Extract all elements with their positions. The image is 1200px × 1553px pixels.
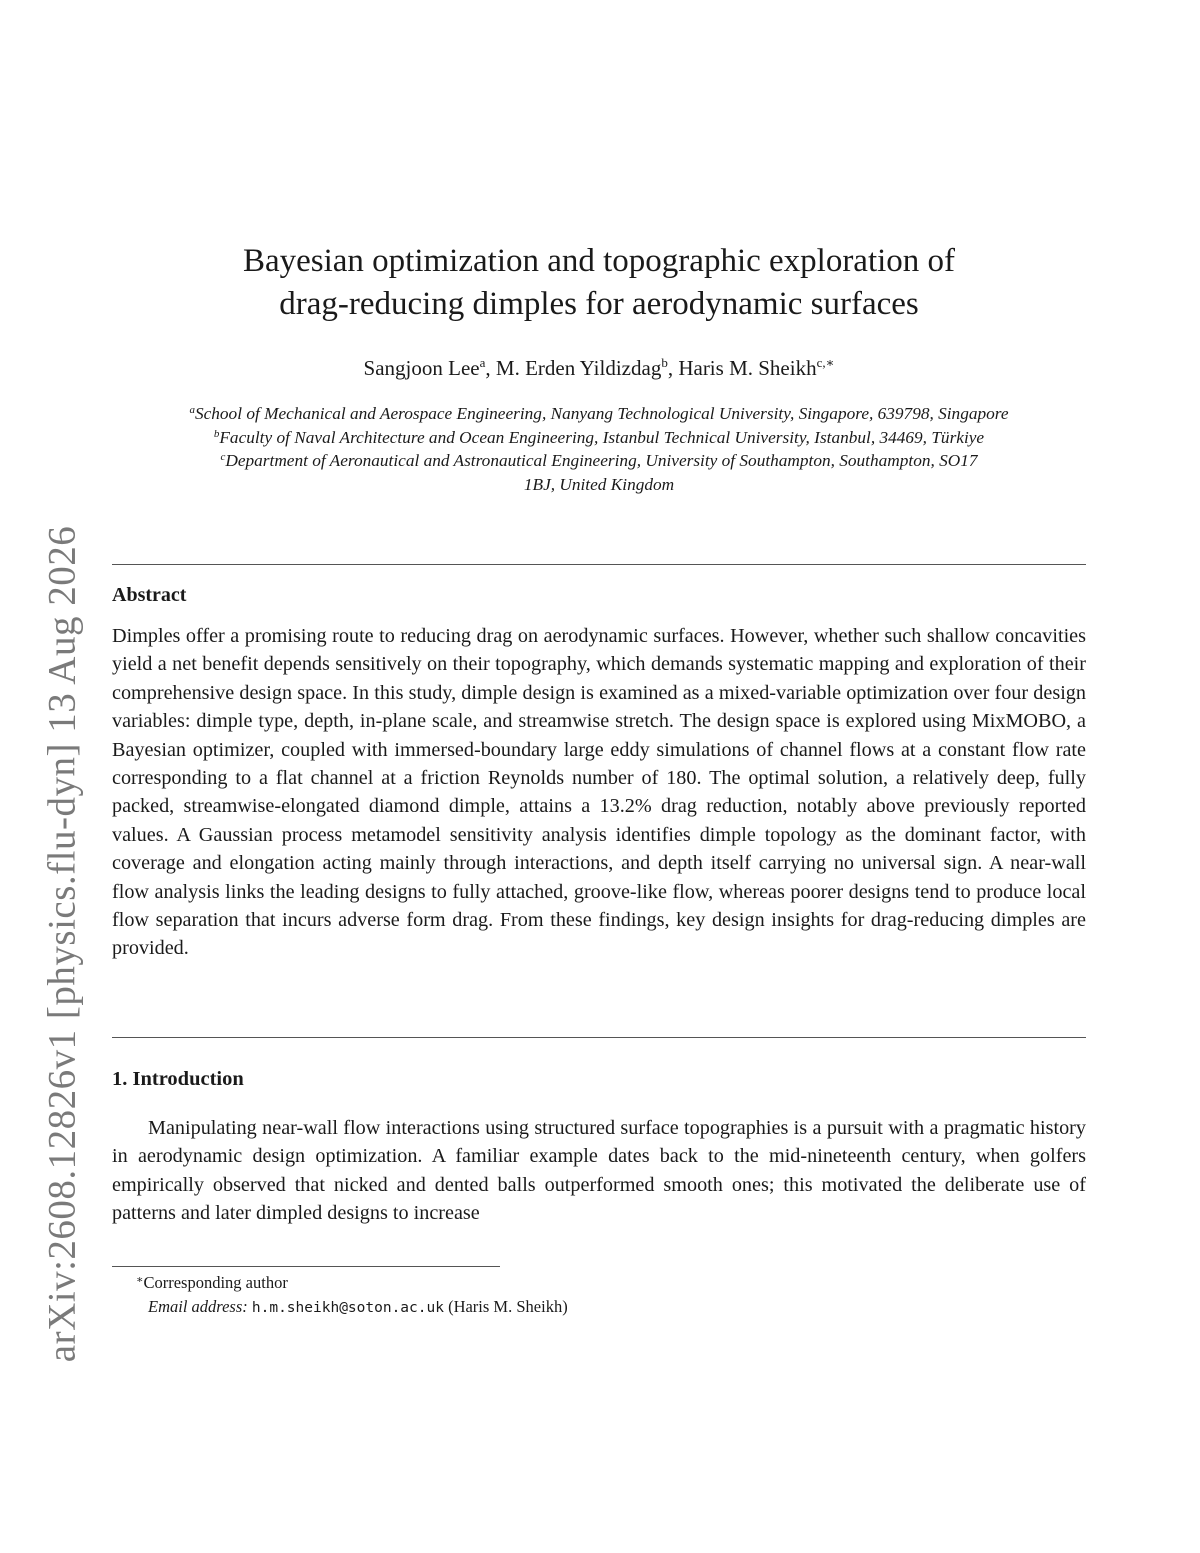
author-name: M. Erden Yildizdag bbox=[495, 356, 662, 380]
affiliation-text: Faculty of Naval Architecture and Ocean Engineering, Istanbul Technical University, Istanbul, 34469, Türkiye bbox=[219, 427, 985, 447]
introduction-paragraph: Manipulating near-wall flow interactions using structured surface topographies is a pursuit with a pragmatic history in aerodynamic design optimization. A familiar example dates back to the mid-nineteenth century, when golfers empirically observed that nicked and dented balls outperformed smooth ones; this motivated the deliberate use of patterns and later dimpled designs to increase bbox=[112, 1117, 1086, 1225]
title-line-1: Bayesian optimization and topographic exploration of bbox=[242, 243, 956, 279]
footnote-marker: ∗ bbox=[136, 1274, 144, 1286]
title-line-2: drag-reducing dimples for aerodynamic surfaces bbox=[279, 286, 919, 322]
author-affil-mark: c,∗ bbox=[816, 355, 835, 370]
affiliation-list bbox=[112, 402, 1086, 496]
affiliation-b bbox=[112, 426, 1086, 450]
author-affil-mark: a bbox=[479, 355, 486, 370]
footnote-corresponding bbox=[136, 1271, 568, 1295]
section-heading-introduction: 1. Introduction bbox=[112, 1068, 244, 1090]
affiliation-text: 1BJ, United Kingdom bbox=[523, 474, 675, 494]
author-affil-mark: b bbox=[661, 355, 668, 370]
abstract-bottom-rule bbox=[112, 1037, 1086, 1038]
affiliation-text: Department of Aeronautical and Astronautical Engineering, University of Southampton, Southampton, SO17 bbox=[225, 451, 978, 470]
footnote-email-line bbox=[136, 1295, 568, 1320]
affiliation-mark: a bbox=[189, 404, 195, 416]
author-separator: , bbox=[485, 356, 496, 380]
email-address[interactable]: h.m.sheikh@soton.ac.uk bbox=[251, 1300, 444, 1316]
author-separator: , bbox=[667, 356, 679, 380]
footnote-corresponding-text: Corresponding author bbox=[143, 1273, 288, 1292]
author-name: Sangjoon Lee bbox=[363, 356, 480, 380]
affiliation-text: School of Mechanical and Aerospace Engineering, Nanyang Technological University, Singapore, 639798, Singapore bbox=[194, 404, 1009, 423]
affiliation-mark: c bbox=[220, 451, 226, 463]
footnote-rule bbox=[112, 1266, 500, 1267]
paper-title bbox=[112, 240, 1086, 326]
affiliation-a bbox=[112, 402, 1086, 426]
author-name: Haris M. Sheikh bbox=[678, 356, 817, 380]
abstract-top-rule bbox=[112, 564, 1086, 565]
affiliation-c-continued bbox=[112, 473, 1086, 497]
footnotes bbox=[136, 1271, 568, 1320]
abstract-heading: Abstract bbox=[112, 584, 187, 606]
abstract-body: Dimples offer a promising route to reducing drag on aerodynamic surfaces. However, whether such shallow concavities yield a net benefit depends sensitively on their topography, which demands systematic mapping and exploration of their comprehensive design space. In this study, dimple design is examined as a mixed-variable optimization over four design variables: dimple type, depth, in-plane scale, and streamwise stretch. The design space is explored using MixMOBO, a Bayesian optimizer, coupled with immersed-boundary large eddy simulations of channel flows at a constant flow rate corresponding to a flat channel at a friction Reynolds number of 180. The optimal solution, a relatively deep, fully packed, streamwise-elongated diamond dimple, attains a 13.2% drag reduction, notably above previously reported values. A Gaussian process metamodel sensitivity analysis identifies dimple topology as the dominant factor, with coverage and elongation acting mainly through interactions, and depth itself carrying no universal sign. A near-wall flow analysis links the leading designs to fully attached, groove-like flow, whereas poorer designs tend to produce local flow separation that incurs adverse form drag. From these findings, key design insights for drag-reducing dimples are provided. bbox=[112, 625, 1086, 960]
arxiv-identifier-stamp: arXiv:2608.12826v1 [physics.flu-dyn] 13 Aug 2026 bbox=[40, 525, 84, 1363]
email-label: Email address: bbox=[148, 1297, 248, 1316]
email-owner: (Haris M. Sheikh) bbox=[448, 1297, 568, 1316]
affiliation-c bbox=[112, 449, 1086, 473]
affiliation-mark: b bbox=[213, 427, 220, 440]
author-list bbox=[112, 356, 1086, 381]
